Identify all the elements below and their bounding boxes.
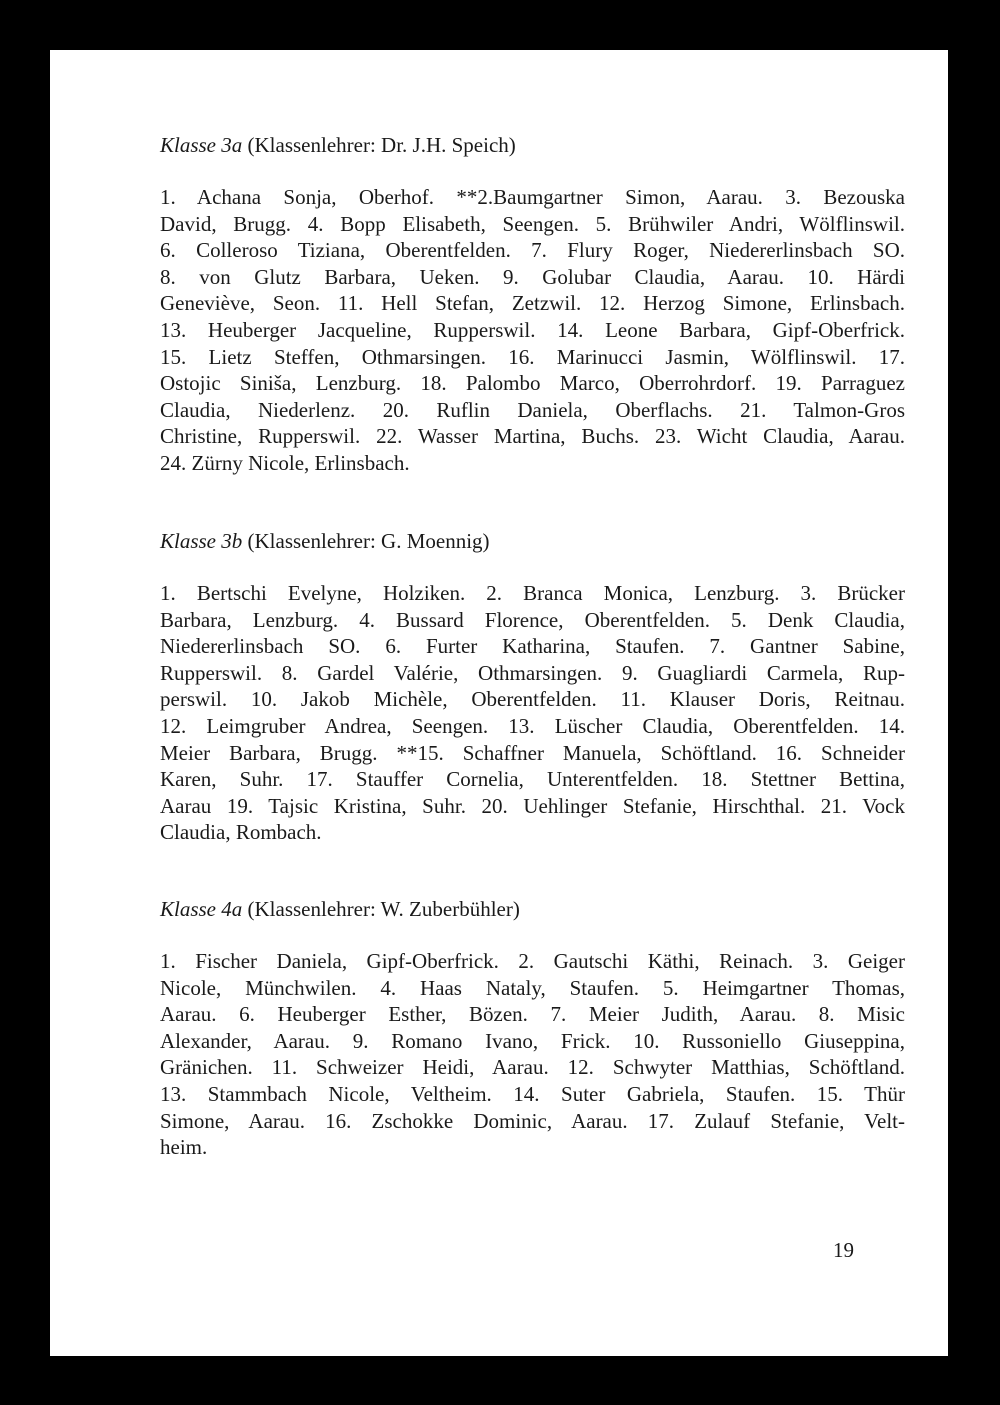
class-section-4a xyxy=(160,896,905,1161)
text-line: 24. Zürny Nicole, Erlinsbach. xyxy=(160,450,410,475)
text-line: 13. Heuberger Jacqueline, Rupperswil. 14. Leone Barbara, Gipf-Oberfrick. xyxy=(160,317,905,342)
page-number: 19 xyxy=(833,1238,854,1262)
text-line: heim. xyxy=(160,1135,208,1160)
class-teacher: (Klassenlehrer: Dr. J.H. Speich) xyxy=(247,133,516,157)
text-line: Barbara, Lenzburg. 4. Bussard Florence, Oberentfelden. 5. Denk Claudia, xyxy=(160,607,905,632)
text-line: Niedererlinsbach SO. 6. Furter Katharina, Staufen. 7. Gantner Sabine, xyxy=(160,634,905,659)
text-line: 8. von Glutz Barbara, Ueken. 9. Golubar Claudia, Aarau. 10. Härdi xyxy=(160,264,905,289)
text-line: 1. Fischer Daniela, Gipf-Oberfrick. 2. Gautschi Käthi, Reinach. 3. Geiger xyxy=(160,949,905,973)
text-line: Alexander, Aarau. 9. Romano Ivano, Frick. 10. Russoniello Giuseppina, xyxy=(160,1028,905,1053)
text-line: Gränichen. 11. Schweizer Heidi, Aarau. 12. Schwyter Matthias, Schöftland. xyxy=(160,1055,905,1080)
text-line: 1. Achana Sonja, Oberhof. **2.Baumgartner Simon, Aarau. 3. Bezouska xyxy=(160,185,905,209)
text-line: 6. Colleroso Tiziana, Oberentfelden. 7. Flury Roger, Niedererlinsbach SO. xyxy=(160,238,905,263)
text-line: David, Brugg. 4. Bopp Elisabeth, Seengen. 5. Brühwiler Andri, Wölflinswil. xyxy=(160,211,905,236)
student-list xyxy=(160,184,905,477)
text-line: Claudia, Rombach. xyxy=(160,820,322,845)
class-name: Klasse 3b xyxy=(160,529,243,553)
section-heading xyxy=(160,528,905,554)
student-list xyxy=(160,948,905,1161)
class-section-3b xyxy=(160,528,905,846)
class-teacher: (Klassenlehrer: W. Zuberbühler) xyxy=(247,897,520,921)
text-line: 13. Stammbach Nicole, Veltheim. 14. Suter Gabriela, Staufen. 15. Thür xyxy=(160,1081,905,1106)
student-list xyxy=(160,580,905,846)
class-name: Klasse 3a xyxy=(160,133,243,157)
text-line: Christine, Rupperswil. 22. Wasser Martina, Buchs. 23. Wicht Claudia, Aarau. xyxy=(160,424,905,449)
text-line: Karen, Suhr. 17. Stauffer Cornelia, Unterentfelden. 18. Stettner Bettina, xyxy=(160,767,905,792)
text-line: perswil. 10. Jakob Michèle, Oberentfelden. 11. Klauser Doris, Reitnau. xyxy=(160,687,905,712)
text-line: 1. Bertschi Evelyne, Holziken. 2. Branca Monica, Lenzburg. 3. Brücker xyxy=(160,581,905,605)
class-name: Klasse 4a xyxy=(160,897,243,921)
text-line: Nicole, Münchwilen. 4. Haas Nataly, Staufen. 5. Heimgartner Thomas, xyxy=(160,975,905,1000)
text-line: Rupperswil. 8. Gardel Valérie, Othmarsingen. 9. Guagliardi Carmela, Rup- xyxy=(160,660,905,685)
class-section-3a xyxy=(160,132,905,477)
text-line: Aarau 19. Tajsic Kristina, Suhr. 20. Uehlinger Stefanie, Hirschthal. 21. Vock xyxy=(160,793,905,818)
text-line: Simone, Aarau. 16. Zschokke Dominic, Aarau. 17. Zulauf Stefanie, Velt- xyxy=(160,1108,905,1133)
text-line: Ostojic Siniša, Lenzburg. 18. Palombo Marco, Oberrohrdorf. 19. Parraguez xyxy=(160,371,905,396)
text-line: Aarau. 6. Heuberger Esther, Bözen. 7. Meier Judith, Aarau. 8. Misic xyxy=(160,1002,905,1027)
document-page xyxy=(50,50,948,1356)
class-teacher: (Klassenlehrer: G. Moennig) xyxy=(247,529,490,553)
text-line: 12. Leimgruber Andrea, Seengen. 13. Lüscher Claudia, Oberentfelden. 14. xyxy=(160,713,905,738)
text-line: Claudia, Niederlenz. 20. Ruflin Daniela, Oberflachs. 21. Talmon-Gros xyxy=(160,397,905,422)
section-heading xyxy=(160,132,905,158)
section-heading xyxy=(160,896,905,922)
text-line: Geneviève, Seon. 11. Hell Stefan, Zetzwil. 12. Herzog Simone, Erlinsbach. xyxy=(160,291,905,316)
text-line: Meier Barbara, Brugg. **15. Schaffner Manuela, Schöftland. 16. Schneider xyxy=(160,740,905,765)
text-line: 15. Lietz Steffen, Othmarsingen. 16. Marinucci Jasmin, Wölflinswil. 17. xyxy=(160,344,905,369)
